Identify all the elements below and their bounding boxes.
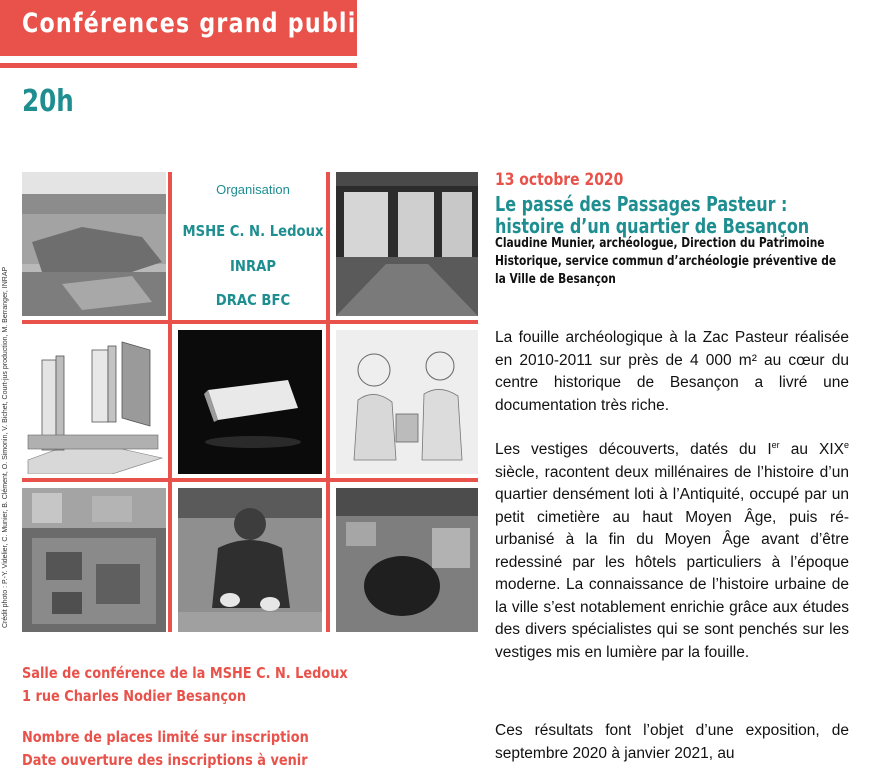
talk-speaker: Claudine Munier, archéologue, Direction du Patrimoine Historique, service commun d’archéologie préventive de la Ville de Besançon — [495, 236, 837, 287]
grid-divider-vertical-1 — [168, 172, 172, 632]
paragraph-3: Ces résultats font l’objet d’une exposition, de septembre 2020 à janvier 2021, au — [495, 722, 849, 762]
registration-opening: Date ouverture des inscriptions à venir — [22, 751, 308, 769]
organisation-label: Organisation — [216, 182, 290, 197]
venue-info — [22, 662, 348, 772]
photo-credit: Crédit photo : P.-Y. Videlier, C. Munier, B. Clément, O. Simonin, V. Bichet, Court-jus production, M. Berranger, INRAP — [2, 266, 9, 628]
arcade-photo — [336, 172, 478, 316]
paragraph-2 — [495, 439, 849, 664]
registration-note: Nombre de places limité sur inscription — [22, 728, 309, 746]
wall-reconstruction-drawing — [22, 330, 166, 474]
grid-divider-horizontal-1 — [22, 320, 478, 324]
excavation-pit-photo — [336, 488, 478, 632]
grid-divider-horizontal-2 — [22, 478, 478, 482]
site-aerial-photo — [22, 488, 166, 632]
paragraph-2-part-a: Les vestiges découverts, datés du I — [495, 441, 772, 458]
paragraph-2-sup-1: er — [771, 439, 780, 450]
artifact-photo — [178, 330, 322, 474]
organisation-drac: DRAC BFC — [215, 291, 291, 309]
paragraph-2-sup-2: e — [843, 439, 849, 450]
venue-address: 1 rue Charles Nodier Besançon — [22, 687, 247, 705]
sketch-drawing — [336, 330, 478, 474]
talk-title: Le passé des Passages Pasteur : histoire d’un quartier de Besançon — [495, 192, 810, 238]
photo-grid — [22, 172, 478, 632]
header-underline — [0, 63, 357, 68]
talk-date: 13 octobre 2020 — [495, 170, 624, 190]
organisation-block — [170, 172, 336, 318]
organisation-mshe: MSHE C. N. Ledoux — [182, 222, 324, 240]
venue-name: Salle de conférence de la MSHE C. N. Ledoux — [22, 664, 348, 682]
paragraph-2-part-c: siècle, racontent deux millénaires de l’histoire d’un quartier densément loti à l’Antiquité, occupé par un petit cimetière au haut Moyen Âge, puis ré-urbanisé à la fin du Moyen Âge avant d’être redessiné par les hôtels particuliers à l’époque moderne. La connaissance de l’histoire urbaine de la ville s’est notablement enrichie grâce aux études des divers spécialistes qui se sont penchés sur les vestiges mis en lumière par la fouille. — [495, 463, 849, 661]
page-title: Conférences grand public — [22, 8, 371, 39]
aerial-excavation-photo — [22, 172, 166, 316]
grid-divider-vertical-2 — [326, 172, 330, 632]
header-banner — [0, 0, 371, 56]
paragraph-1: La fouille archéologique à la Zac Pasteur réalisée en 2010-2011 sur près de 4 000 m² au cœur du centre historique de Besançon a livré une documentation très riche. — [495, 329, 849, 414]
paragraph-2-part-b: au XIX — [779, 441, 844, 458]
organisation-inrap: INRAP — [229, 257, 277, 275]
archaeologist-digging-photo — [178, 488, 322, 632]
event-time: 20h — [22, 84, 74, 119]
talk-header — [495, 170, 849, 289]
